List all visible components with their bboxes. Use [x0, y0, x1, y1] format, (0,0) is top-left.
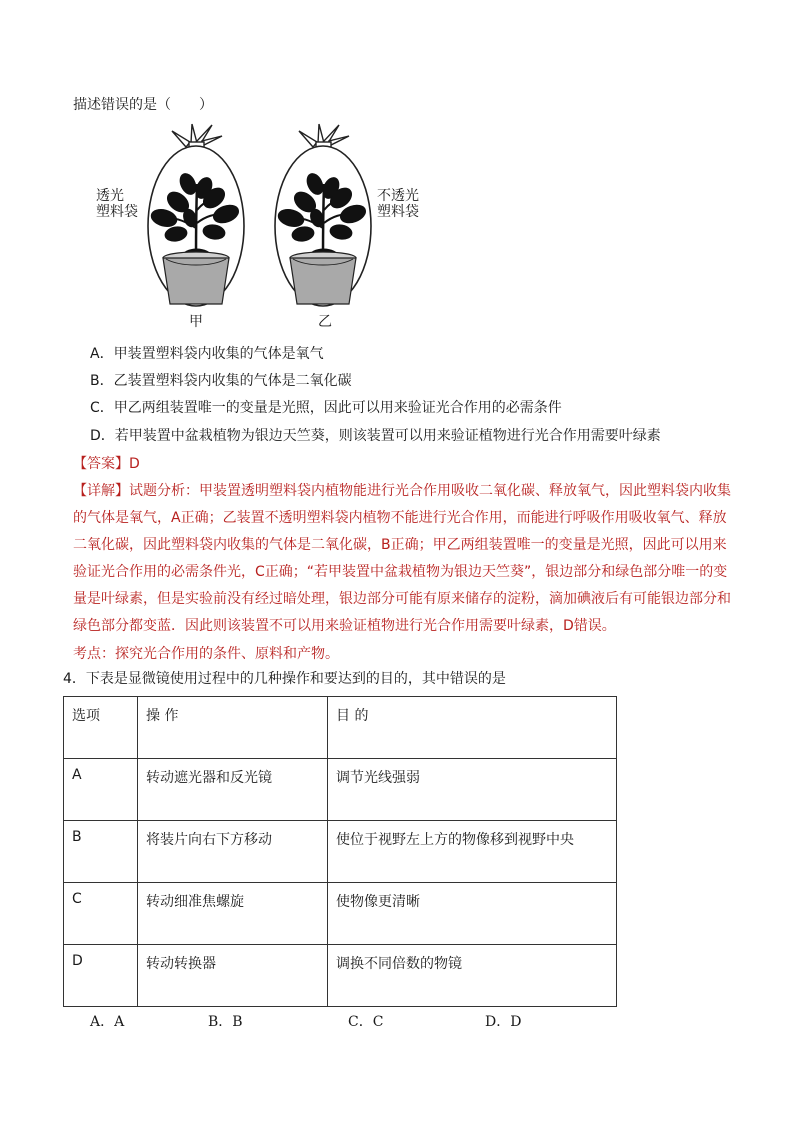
table-header-row [64, 697, 617, 759]
choice-c: C．C [348, 1014, 384, 1030]
answer-value: D [129, 456, 140, 472]
table-row [64, 945, 617, 1007]
header-option: 选项 [64, 697, 138, 759]
option-a: A．甲装置塑料袋内收集的气体是氧气 [90, 346, 324, 362]
option-d: D．若甲装置中盆栽植物为银边天竺葵，则该装置可以用来验证植物进行光合作用需要叶绿素 [90, 428, 661, 444]
table-row [64, 883, 617, 945]
left-bag-label-line2: 塑料袋 [96, 204, 138, 220]
caption-yi: 乙 [318, 314, 332, 330]
caption-jia: 甲 [189, 314, 203, 330]
row-operation: 转动转换器 [138, 945, 328, 1007]
right-flowerpot [290, 252, 356, 304]
row-option: A [64, 759, 138, 821]
knowledge-point: 考点：探究光合作用的条件、原料和产物。 [73, 646, 339, 662]
row-operation: 转动遮光器和反光镜 [138, 759, 328, 821]
right-bag-label [377, 188, 419, 220]
left-flowerpot [163, 252, 229, 304]
question4-stem: 4．下表是显微镜使用过程中的几种操作和要达到的目的，其中错误的是 [63, 671, 506, 687]
left-bag-label [96, 188, 138, 220]
explanation [73, 478, 733, 640]
left-bag-label-line1: 透光 [96, 188, 124, 204]
row-purpose: 使位于视野左上方的物像移到视野中央 [328, 821, 617, 883]
right-bag-knot [299, 124, 349, 148]
choice-d: D．D [485, 1014, 522, 1030]
option-c: C．甲乙两组装置唯一的变量是光照，因此可以用来验证光合作用的必需条件 [90, 400, 562, 416]
row-operation: 转动细准焦螺旋 [138, 883, 328, 945]
row-operation: 将装片向右下方移动 [138, 821, 328, 883]
header-purpose: 目 的 [328, 697, 617, 759]
row-purpose: 调节光线强弱 [328, 759, 617, 821]
row-purpose: 使物像更清晰 [328, 883, 617, 945]
answer-label: 【答案】 [73, 456, 129, 472]
explain-text: 试题分析：甲装置透明塑料袋内植物能进行光合作用吸收二氧化碳、释放氧气，因此塑料袋内收集的气体是氧气，A正确；乙装置不透明塑料袋内植物不能进行光合作用，而能进行呼吸作用吸收氧气、释放二氧化碳，因此塑料袋内收集的气体是二氧化碳，B正确；甲乙两组装置唯一的变量是光照，因此可以用来验证光合作用的必需条件光，C正确；“若甲装置中盆栽植物为银边天竺葵”，银边部分和绿色部分唯一的变量是叶绿素，但是实验前没有经过暗处理，银边部分可能有原来储存的淀粉，滴加碘液后有可能银边部分和绿色部分都变蓝．因此则该装置不可以用来验证植物进行光合作用需要叶绿素，D错误。 [73, 483, 731, 634]
right-bag-label-line1: 不透光 [377, 188, 419, 204]
header-operation: 操 作 [138, 697, 328, 759]
answer-line [73, 453, 140, 473]
row-option: D [64, 945, 138, 1007]
table-row [64, 759, 617, 821]
row-option: B [64, 821, 138, 883]
right-bag-label-line2: 塑料袋 [377, 204, 419, 220]
left-bag-knot [172, 124, 222, 148]
explain-label: 【详解】 [73, 483, 129, 499]
microscope-operations-table [63, 696, 617, 1007]
table-row [64, 821, 617, 883]
choice-a: A．A [90, 1014, 125, 1030]
row-option: C [64, 883, 138, 945]
row-purpose: 调换不同倍数的物镜 [328, 945, 617, 1007]
experiment-figure [90, 118, 450, 333]
question-stem: 描述错误的是（ ） [73, 97, 213, 113]
choice-b: B．B [208, 1014, 243, 1030]
option-b: B．乙装置塑料袋内收集的气体是二氧化碳 [90, 373, 352, 389]
